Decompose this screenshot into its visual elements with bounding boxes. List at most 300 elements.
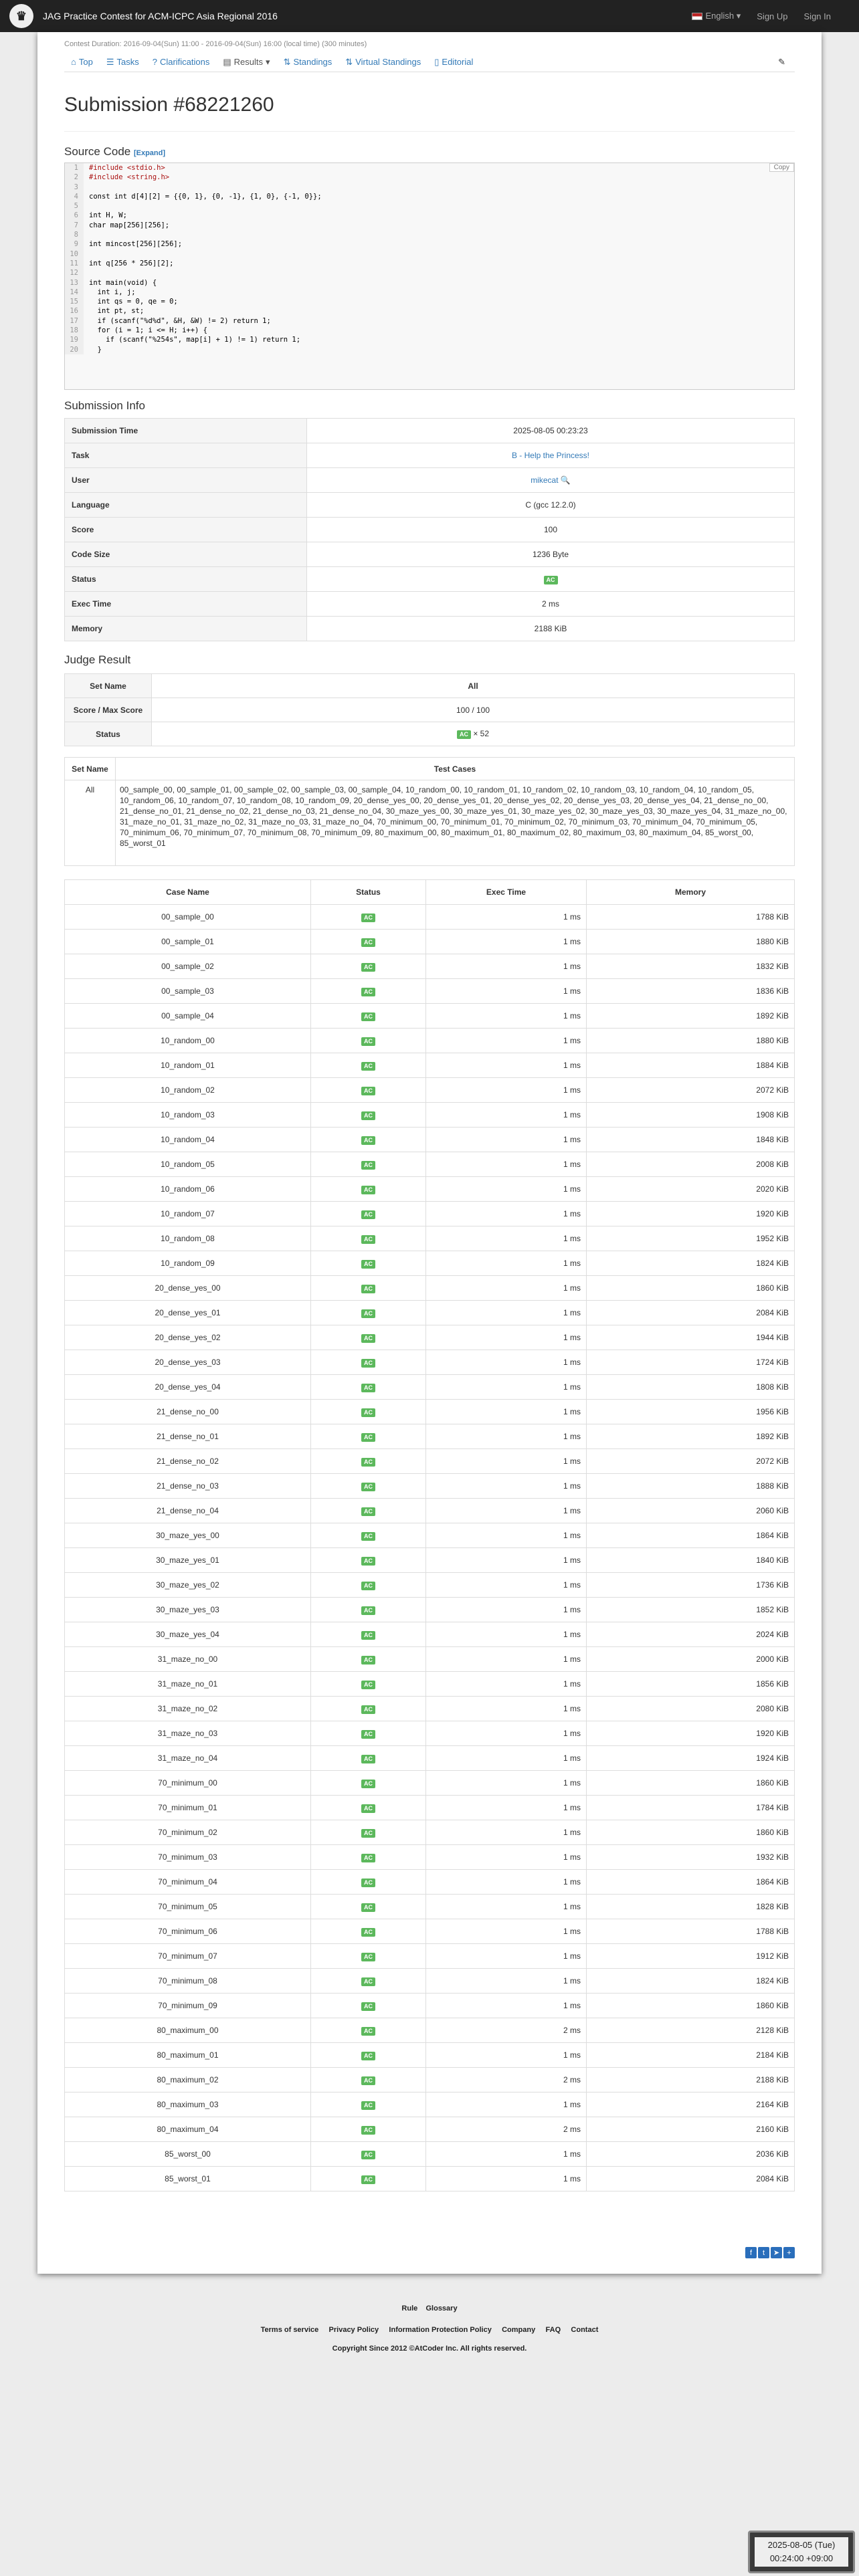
exec-time-cell: 1 ms bbox=[426, 1449, 587, 1474]
info-key: Submission Time bbox=[65, 419, 307, 443]
code-line bbox=[65, 335, 794, 344]
line-number: 4 bbox=[65, 192, 84, 201]
case-name-cell: 85_worst_00 bbox=[65, 2142, 311, 2167]
table-row bbox=[65, 1548, 795, 1573]
footer-rule-link[interactable]: Rule bbox=[401, 2304, 418, 2313]
sort-icon: ⇅ bbox=[283, 56, 291, 67]
table-row bbox=[65, 1053, 795, 1078]
info-value[interactable] bbox=[307, 468, 795, 493]
nav-clarifications[interactable] bbox=[146, 57, 217, 67]
nav-tasks[interactable] bbox=[100, 57, 146, 68]
code-text: for (i = 1; i <= H; i++) { bbox=[89, 326, 208, 335]
source-code-heading-text: Source Code bbox=[64, 145, 131, 158]
memory-cell: 2072 KiB bbox=[587, 1078, 795, 1103]
table-row bbox=[65, 2142, 795, 2167]
footer-company-link[interactable]: Company bbox=[502, 2326, 536, 2334]
table-row bbox=[65, 1796, 795, 1820]
line-number: 3 bbox=[65, 183, 84, 192]
case-name-cell: 31_maze_no_02 bbox=[65, 1697, 311, 1721]
language-select[interactable]: English ▾ bbox=[692, 11, 741, 21]
memory-cell: 1880 KiB bbox=[587, 1029, 795, 1053]
table-row bbox=[65, 1103, 795, 1128]
submission-info-heading: Submission Info bbox=[64, 399, 145, 412]
exec-time-cell: 1 ms bbox=[426, 1301, 587, 1325]
case-name-cell: 31_maze_no_01 bbox=[65, 1672, 311, 1697]
info-value bbox=[307, 419, 795, 443]
set-name-cell: All bbox=[65, 780, 116, 866]
exec-time-cell: 1 ms bbox=[426, 1424, 587, 1449]
table-row bbox=[65, 1672, 795, 1697]
line-number: 11 bbox=[65, 259, 84, 268]
code-line bbox=[65, 249, 794, 259]
info-value bbox=[307, 592, 795, 617]
footer-row-2 bbox=[0, 2326, 859, 2334]
case-name-cell: 80_maximum_00 bbox=[65, 2018, 311, 2043]
case-name-cell: 20_dense_yes_01 bbox=[65, 1301, 311, 1325]
case-name-cell: 21_dense_no_00 bbox=[65, 1400, 311, 1424]
twitter-icon[interactable]: t bbox=[758, 2247, 769, 2258]
status-badge: AC bbox=[361, 1557, 375, 1566]
exec-time-cell: 1 ms bbox=[426, 1944, 587, 1969]
status-badge: AC bbox=[361, 1532, 375, 1541]
memory-cell: 1860 KiB bbox=[587, 1276, 795, 1301]
copy-button[interactable]: Copy bbox=[769, 163, 794, 172]
memory-cell: 1924 KiB bbox=[587, 1746, 795, 1771]
status-cell bbox=[311, 1622, 426, 1647]
status-badge: AC bbox=[361, 1705, 375, 1714]
memory-cell: 1860 KiB bbox=[587, 1771, 795, 1796]
memory-cell: 1892 KiB bbox=[587, 1004, 795, 1029]
memory-cell: 2008 KiB bbox=[587, 1152, 795, 1177]
memory-cell: 2060 KiB bbox=[587, 1499, 795, 1523]
table-row bbox=[65, 2092, 795, 2117]
case-name-cell: 30_maze_yes_00 bbox=[65, 1523, 311, 1548]
table-row bbox=[65, 979, 795, 1004]
nav-results[interactable]: ▤ Results ▾ bbox=[223, 56, 270, 67]
status-badge: AC bbox=[361, 914, 375, 922]
nav-top-label: Top bbox=[78, 57, 93, 67]
status-cell bbox=[311, 2142, 426, 2167]
footer-faq-link[interactable]: FAQ bbox=[545, 2326, 561, 2334]
exec-time-cell: 1 ms bbox=[426, 1870, 587, 1895]
case-name-cell: 00_sample_00 bbox=[65, 905, 311, 930]
exec-time-cell: 1 ms bbox=[426, 1152, 587, 1177]
info-row bbox=[65, 468, 795, 493]
exec-time-cell: 1 ms bbox=[426, 1573, 587, 1598]
line-number: 18 bbox=[65, 326, 84, 335]
exec-time-cell: 1 ms bbox=[426, 1029, 587, 1053]
table-row bbox=[65, 1746, 795, 1771]
memory-cell: 1828 KiB bbox=[587, 1895, 795, 1919]
nav-virtual-standings[interactable] bbox=[339, 57, 427, 68]
facebook-icon[interactable]: f bbox=[745, 2247, 757, 2258]
code-line bbox=[65, 259, 794, 268]
uk-flag-icon bbox=[692, 13, 702, 20]
code-text bbox=[84, 201, 89, 211]
exec-time-cell: 2 ms bbox=[426, 2068, 587, 2092]
code-line bbox=[65, 221, 794, 230]
memory-cell: 2184 KiB bbox=[587, 2043, 795, 2068]
status-cell bbox=[311, 1895, 426, 1919]
exec-time-cell: 1 ms bbox=[426, 1919, 587, 1944]
table-row bbox=[65, 2043, 795, 2068]
exec-time-cell: 1 ms bbox=[426, 1523, 587, 1548]
memory-cell: 1852 KiB bbox=[587, 1598, 795, 1622]
footer-contact-link[interactable]: Contact bbox=[571, 2326, 599, 2334]
status-cell bbox=[311, 1573, 426, 1598]
memory-cell: 1840 KiB bbox=[587, 1548, 795, 1573]
case-name-cell: 70_minimum_01 bbox=[65, 1796, 311, 1820]
footer-terms-link[interactable]: Terms of service bbox=[260, 2326, 319, 2334]
case-name-cell: 00_sample_03 bbox=[65, 979, 311, 1004]
test-cases-header: Test Cases bbox=[116, 758, 795, 780]
cases-header-cell: Exec Time bbox=[426, 880, 587, 905]
status-badge: AC bbox=[361, 1285, 375, 1293]
memory-cell: 1824 KiB bbox=[587, 1251, 795, 1276]
info-value-text: mikecat bbox=[531, 475, 559, 485]
case-name-cell: 10_random_06 bbox=[65, 1177, 311, 1202]
status-badge: AC bbox=[361, 1681, 375, 1689]
code-text: int H, W; bbox=[89, 211, 127, 220]
status-cell bbox=[311, 1870, 426, 1895]
exec-time-cell: 1 ms bbox=[426, 1226, 587, 1251]
table-row bbox=[65, 2068, 795, 2092]
status-cell bbox=[311, 2043, 426, 2068]
memory-cell: 1860 KiB bbox=[587, 1820, 795, 1845]
status-cell bbox=[311, 1152, 426, 1177]
status-cell bbox=[311, 1919, 426, 1944]
status-badge: AC bbox=[361, 2126, 375, 2135]
line-number: 17 bbox=[65, 316, 84, 326]
line-number: 7 bbox=[65, 221, 84, 230]
table-row bbox=[65, 1152, 795, 1177]
case-name-cell: 70_minimum_00 bbox=[65, 1771, 311, 1796]
table-row bbox=[65, 1276, 795, 1301]
table-row bbox=[65, 2018, 795, 2043]
status-badge: AC bbox=[361, 2151, 375, 2159]
exec-time-cell: 1 ms bbox=[426, 1103, 587, 1128]
info-value-text: C (gcc 12.2.0) bbox=[525, 500, 576, 510]
table-row bbox=[65, 1078, 795, 1103]
info-row bbox=[65, 443, 795, 468]
status-badge: AC bbox=[361, 1111, 375, 1120]
footer-copyright: Copyright Since 2012 ©AtCoder Inc. All rights reserved. bbox=[332, 2345, 527, 2353]
case-name-cell: 10_random_01 bbox=[65, 1053, 311, 1078]
status-cell bbox=[311, 1029, 426, 1053]
status-cell bbox=[311, 1226, 426, 1251]
status-cell bbox=[311, 1796, 426, 1820]
case-name-cell: 20_dense_yes_02 bbox=[65, 1325, 311, 1350]
info-row bbox=[65, 567, 795, 592]
case-name-cell: 31_maze_no_03 bbox=[65, 1721, 311, 1746]
status-cell bbox=[311, 2092, 426, 2117]
status-cell bbox=[311, 1375, 426, 1400]
case-name-cell: 21_dense_no_03 bbox=[65, 1474, 311, 1499]
line-number: 14 bbox=[65, 288, 84, 297]
nav-editorial[interactable] bbox=[427, 57, 480, 68]
status-badge: AC bbox=[361, 1037, 375, 1046]
exec-time-cell: 1 ms bbox=[426, 1771, 587, 1796]
status-badge: AC bbox=[361, 1755, 375, 1763]
status-badge: AC bbox=[361, 1210, 375, 1219]
code-text: if (scanf("%254s", map[i] + 1) != 1) return 1; bbox=[89, 336, 301, 344]
memory-cell: 1892 KiB bbox=[587, 1424, 795, 1449]
table-row bbox=[65, 1647, 795, 1672]
exec-time-cell: 1 ms bbox=[426, 1820, 587, 1845]
home-icon: ⌂ bbox=[71, 57, 76, 67]
code-text: int pt, st; bbox=[89, 307, 145, 316]
set-name-header: Set Name bbox=[65, 758, 116, 780]
case-name-cell: 00_sample_02 bbox=[65, 954, 311, 979]
status-badge: AC bbox=[361, 2052, 375, 2060]
code-text bbox=[84, 268, 89, 278]
nav-tasks-label: Tasks bbox=[116, 57, 139, 67]
footer-row-1 bbox=[0, 2304, 859, 2313]
status-cell bbox=[311, 1474, 426, 1499]
nav-standings[interactable] bbox=[277, 57, 339, 68]
info-key: User bbox=[65, 468, 307, 493]
memory-cell: 1724 KiB bbox=[587, 1350, 795, 1375]
table-row bbox=[65, 1499, 795, 1523]
footer-info-protection-link[interactable]: Information Protection Policy bbox=[389, 2326, 492, 2334]
memory-cell: 1848 KiB bbox=[587, 1128, 795, 1152]
status-cell bbox=[311, 979, 426, 1004]
score-label: Score / Max Score bbox=[65, 698, 152, 722]
status-badge: AC bbox=[361, 1161, 375, 1170]
memory-cell: 2128 KiB bbox=[587, 2018, 795, 2043]
telegram-icon[interactable]: ➤ bbox=[771, 2247, 782, 2258]
info-value bbox=[307, 542, 795, 567]
status-badge: AC bbox=[361, 1656, 375, 1665]
status-cell bbox=[311, 1276, 426, 1301]
status-cell bbox=[311, 2117, 426, 2142]
nav-editorial-label: Editorial bbox=[442, 57, 474, 67]
line-number: 12 bbox=[65, 268, 84, 278]
memory-cell: 1836 KiB bbox=[587, 979, 795, 1004]
table-row bbox=[65, 1721, 795, 1746]
case-name-cell: 10_random_03 bbox=[65, 1103, 311, 1128]
case-name-cell: 70_minimum_02 bbox=[65, 1820, 311, 1845]
code-line bbox=[65, 239, 794, 249]
exec-time-cell: 1 ms bbox=[426, 1969, 587, 1994]
exec-time-cell: 1 ms bbox=[426, 2142, 587, 2167]
status-badge: AC bbox=[361, 1854, 375, 1862]
code-text: int i, j; bbox=[89, 288, 136, 296]
exec-time-cell: 1 ms bbox=[426, 1721, 587, 1746]
code-line bbox=[65, 173, 794, 182]
code-line bbox=[65, 183, 794, 192]
exec-time-cell: 1 ms bbox=[426, 2167, 587, 2191]
status-cell bbox=[311, 1672, 426, 1697]
memory-cell: 2020 KiB bbox=[587, 1177, 795, 1202]
line-number: 19 bbox=[65, 335, 84, 344]
nav-top[interactable] bbox=[64, 57, 100, 67]
sign-up-link[interactable]: Sign Up bbox=[757, 11, 788, 21]
language-label: English bbox=[705, 11, 735, 21]
exec-time-cell: 1 ms bbox=[426, 1177, 587, 1202]
case-name-cell: 10_random_09 bbox=[65, 1251, 311, 1276]
case-name-cell: 30_maze_yes_04 bbox=[65, 1622, 311, 1647]
code-lines bbox=[65, 163, 794, 354]
list-icon: ☰ bbox=[106, 56, 114, 67]
table-row bbox=[65, 1177, 795, 1202]
status-badge: AC bbox=[361, 1087, 375, 1095]
status-cell bbox=[311, 1128, 426, 1152]
exec-time-cell: 1 ms bbox=[426, 1796, 587, 1820]
status-badge: AC bbox=[361, 1730, 375, 1739]
info-key: Exec Time bbox=[65, 592, 307, 617]
judge-result-table bbox=[64, 673, 795, 746]
case-name-cell: 21_dense_no_01 bbox=[65, 1424, 311, 1449]
clock-display bbox=[755, 2537, 848, 2567]
info-row bbox=[65, 518, 795, 542]
memory-cell: 2024 KiB bbox=[587, 1622, 795, 1647]
status-badge: AC bbox=[361, 1953, 375, 1961]
atcoder-logo[interactable]: ♛ bbox=[9, 4, 33, 28]
status-cell bbox=[311, 1771, 426, 1796]
status-badge: AC bbox=[361, 1359, 375, 1368]
case-name-cell: 70_minimum_07 bbox=[65, 1944, 311, 1969]
memory-cell: 1880 KiB bbox=[587, 930, 795, 954]
case-name-cell: 31_maze_no_04 bbox=[65, 1746, 311, 1771]
status-badge: AC bbox=[361, 1186, 375, 1194]
exec-time-cell: 1 ms bbox=[426, 2092, 587, 2117]
footer-privacy-link[interactable]: Privacy Policy bbox=[328, 2326, 379, 2334]
code-line bbox=[65, 326, 794, 335]
memory-cell: 1884 KiB bbox=[587, 1053, 795, 1078]
cases-header-cell: Memory bbox=[587, 880, 795, 905]
memory-cell: 2072 KiB bbox=[587, 1449, 795, 1474]
info-key: Language bbox=[65, 493, 307, 518]
info-value-text: 2025-08-05 00:23:23 bbox=[513, 426, 588, 435]
case-name-cell: 70_minimum_03 bbox=[65, 1845, 311, 1870]
table-row bbox=[65, 1128, 795, 1152]
exec-time-cell: 1 ms bbox=[426, 1202, 587, 1226]
status-badge: AC bbox=[361, 938, 375, 947]
code-text bbox=[84, 249, 89, 259]
memory-cell: 1832 KiB bbox=[587, 954, 795, 979]
status-badge: AC bbox=[361, 963, 375, 972]
status-badge: AC bbox=[361, 1235, 375, 1244]
line-number: 6 bbox=[65, 211, 84, 220]
contest-title[interactable]: JAG Practice Contest for ACM-ICPC Asia Regional 2016 bbox=[43, 11, 278, 21]
status-cell bbox=[311, 1004, 426, 1029]
memory-cell: 2036 KiB bbox=[587, 2142, 795, 2167]
status-cell bbox=[311, 2068, 426, 2092]
footer-glossary-link[interactable]: Glossary bbox=[425, 2304, 458, 2313]
status-badge: AC bbox=[361, 1582, 375, 1590]
pin-icon[interactable]: ✎ bbox=[778, 56, 785, 67]
exec-time-cell: 1 ms bbox=[426, 1053, 587, 1078]
memory-cell: 1736 KiB bbox=[587, 1573, 795, 1598]
line-number: 20 bbox=[65, 345, 84, 354]
exec-time-cell: 1 ms bbox=[426, 1004, 587, 1029]
contest-nav bbox=[64, 52, 795, 72]
status-cell bbox=[311, 1053, 426, 1078]
status-badge: AC bbox=[361, 1334, 375, 1343]
status-badge: AC bbox=[361, 1507, 375, 1516]
memory-cell: 1864 KiB bbox=[587, 1870, 795, 1895]
source-code-block bbox=[64, 163, 795, 390]
exec-time-cell: 1 ms bbox=[426, 1078, 587, 1103]
case-name-cell: 30_maze_yes_01 bbox=[65, 1548, 311, 1573]
code-line bbox=[65, 192, 794, 201]
clock-time: 00:24:00 +09:00 bbox=[769, 2553, 834, 2563]
code-text: if (scanf("%d%d", &H, &W) != 2) return 1; bbox=[89, 316, 271, 325]
table-row bbox=[65, 905, 795, 930]
status-badge: AC bbox=[361, 1408, 375, 1417]
cases-header-cell: Case Name bbox=[65, 880, 311, 905]
info-key: Code Size bbox=[65, 542, 307, 567]
table-row bbox=[65, 1622, 795, 1647]
info-value[interactable] bbox=[307, 443, 795, 468]
code-line bbox=[65, 345, 794, 354]
status-badge: AC bbox=[361, 1012, 375, 1021]
code-text: int q[256 * 256][2]; bbox=[89, 259, 174, 267]
table-row bbox=[65, 1424, 795, 1449]
status-cell bbox=[311, 1820, 426, 1845]
memory-cell: 1888 KiB bbox=[587, 1474, 795, 1499]
expand-link[interactable]: [Expand] bbox=[133, 149, 166, 157]
exec-time-cell: 1 ms bbox=[426, 1325, 587, 1350]
case-name-cell: 10_random_02 bbox=[65, 1078, 311, 1103]
status-badge: AC bbox=[361, 1606, 375, 1615]
code-text: const int d[4][2] = {{0, 1}, {0, -1}, {1, 0}, {-1, 0}}; bbox=[89, 192, 322, 201]
status-cell bbox=[311, 1449, 426, 1474]
status-cell bbox=[311, 1350, 426, 1375]
case-name-cell: 80_maximum_04 bbox=[65, 2117, 311, 2142]
exec-time-cell: 1 ms bbox=[426, 1548, 587, 1573]
line-number: 9 bbox=[65, 239, 84, 249]
info-key: Status bbox=[65, 567, 307, 592]
info-value bbox=[307, 567, 795, 592]
status-cell bbox=[311, 1647, 426, 1672]
sort-icon: ⇅ bbox=[345, 56, 353, 67]
memory-cell: 1944 KiB bbox=[587, 1325, 795, 1350]
status-label: Status bbox=[65, 722, 152, 746]
memory-cell: 2164 KiB bbox=[587, 2092, 795, 2117]
status-value bbox=[152, 722, 795, 746]
sign-in-link[interactable]: Sign In bbox=[803, 11, 831, 21]
exec-time-cell: 1 ms bbox=[426, 1276, 587, 1301]
status-cell bbox=[311, 1746, 426, 1771]
status-cell bbox=[311, 2167, 426, 2191]
exec-time-cell: 1 ms bbox=[426, 905, 587, 930]
code-text: int main(void) { bbox=[89, 278, 157, 287]
exec-time-cell: 1 ms bbox=[426, 2043, 587, 2068]
search-icon[interactable]: 🔍 bbox=[558, 475, 571, 485]
table-row bbox=[65, 1598, 795, 1622]
status-cell bbox=[311, 1598, 426, 1622]
memory-cell: 1908 KiB bbox=[587, 1103, 795, 1128]
code-text: } bbox=[89, 345, 102, 354]
status-badge: AC bbox=[544, 576, 558, 584]
status-badge: AC bbox=[361, 1879, 375, 1887]
table-row bbox=[65, 930, 795, 954]
exec-time-cell: 1 ms bbox=[426, 1128, 587, 1152]
exec-time-cell: 2 ms bbox=[426, 2018, 587, 2043]
table-row bbox=[65, 1325, 795, 1350]
case-name-cell: 30_maze_yes_02 bbox=[65, 1573, 311, 1598]
table-row bbox=[65, 1029, 795, 1053]
table-row bbox=[65, 2117, 795, 2142]
info-value bbox=[307, 493, 795, 518]
case-name-cell: 70_minimum_05 bbox=[65, 1895, 311, 1919]
memory-cell: 1860 KiB bbox=[587, 1994, 795, 2018]
nav-results-label: Results bbox=[233, 57, 264, 67]
share-plus-icon[interactable]: + bbox=[783, 2247, 795, 2258]
status-cell bbox=[311, 905, 426, 930]
